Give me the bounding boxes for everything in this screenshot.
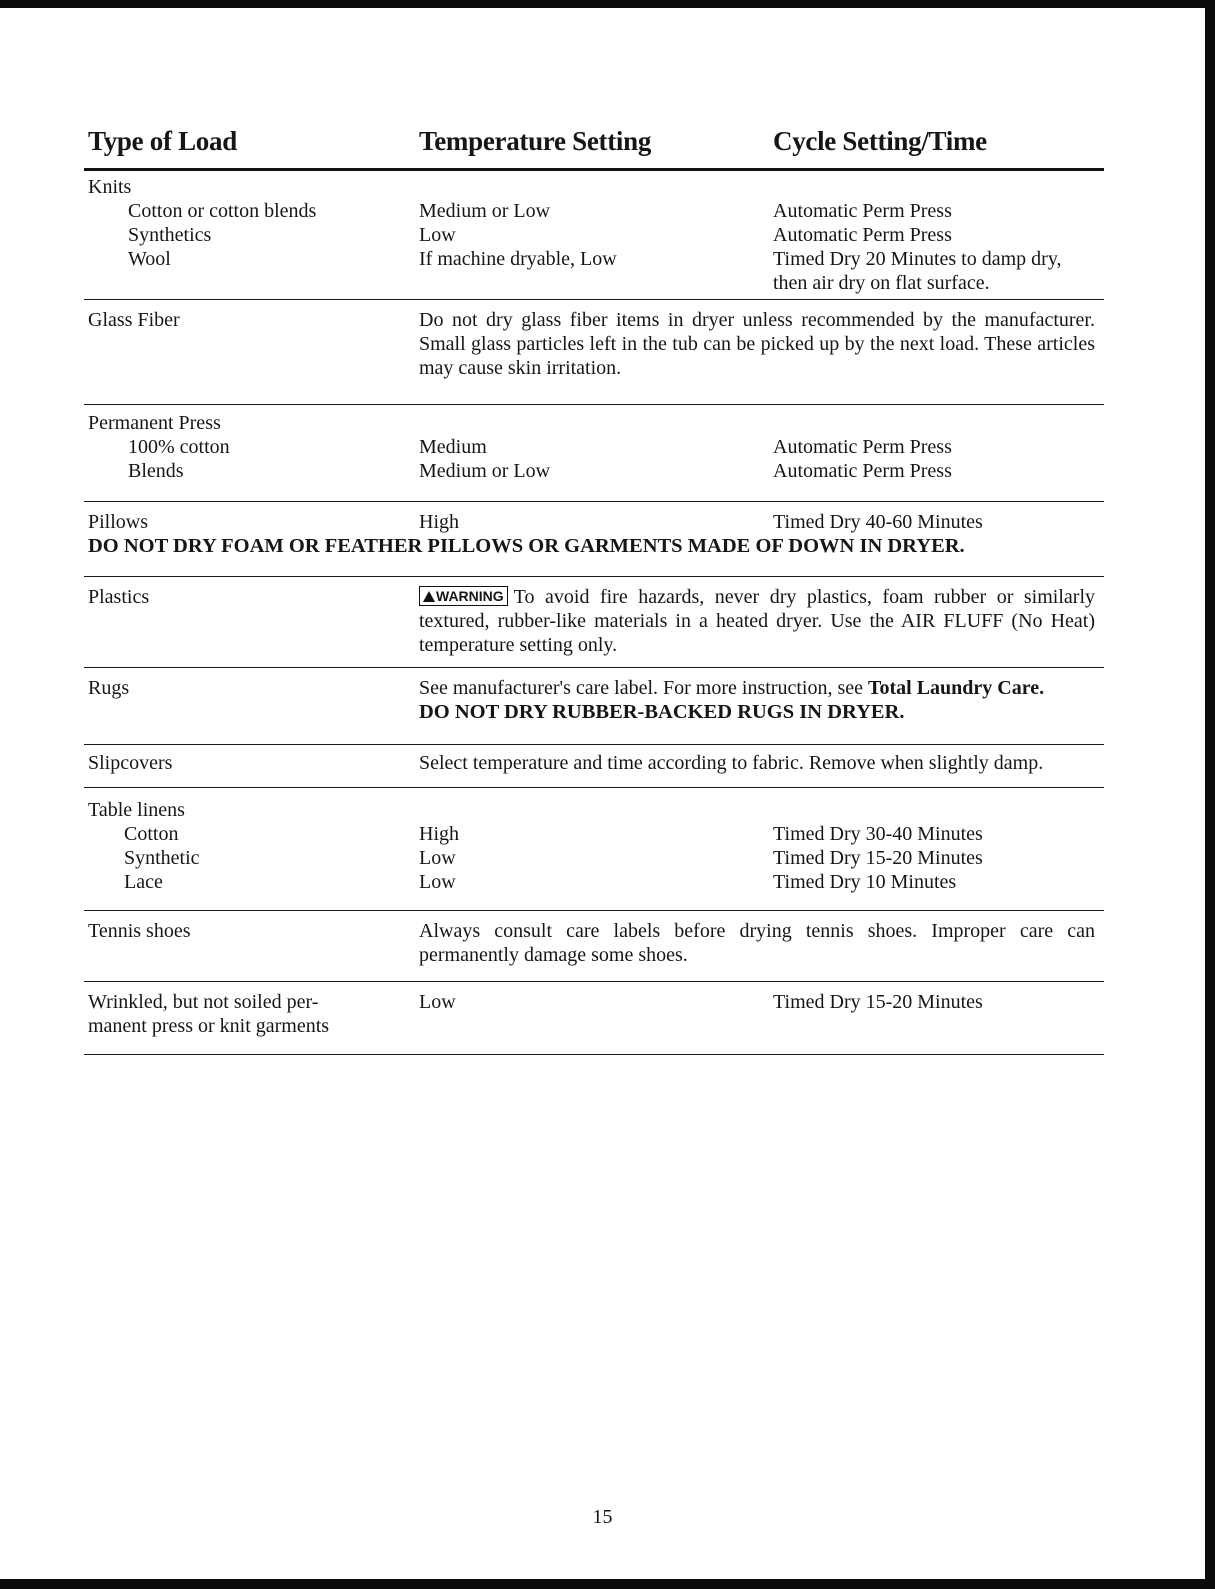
drying-guide-table: [84, 120, 1104, 1055]
table-header: [84, 120, 1104, 168]
temp-value: Low: [419, 871, 456, 893]
tennis-shoes-note: Always consult care labels before drying tennis shoes. Improper care can permanently damage some shoes.: [419, 920, 1095, 966]
table-row: [84, 870, 1104, 894]
table-row-continuation: [84, 271, 1104, 295]
header-type-of-load: Type of Load: [88, 126, 237, 156]
section-title: Table linens: [88, 799, 185, 821]
section-title: Tennis shoes: [88, 920, 191, 942]
temp-value: High: [419, 511, 459, 533]
load-item: Synthetics: [128, 224, 212, 246]
section-title: Glass Fiber: [88, 309, 180, 331]
section-title: Slipcovers: [88, 752, 173, 774]
load-item: Lace: [124, 871, 163, 893]
cycle-value: Timed Dry 10 Minutes: [773, 871, 957, 893]
section-title: Plastics: [88, 586, 150, 608]
section-title: Wrinkled, but not soiled per-: [88, 991, 319, 1013]
section-title: Rugs: [88, 677, 130, 699]
table-row: [84, 822, 1104, 846]
load-item: Wool: [128, 248, 171, 270]
section-slipcovers: [84, 745, 1104, 787]
load-item: 100% cotton: [128, 436, 230, 458]
section-rugs: [84, 668, 1104, 744]
table-row: [84, 990, 1104, 1014]
warning-badge: [419, 586, 508, 606]
section-title: Pillows: [88, 511, 149, 533]
temp-value: Low: [419, 224, 456, 246]
section-table-linens: [84, 788, 1104, 910]
table-row: [84, 435, 1104, 459]
page-number: 15: [592, 1506, 613, 1528]
table-bottom-rule: [84, 1054, 1104, 1055]
section-pillows: [84, 502, 1104, 576]
cycle-value: Automatic Perm Press: [773, 436, 952, 458]
cycle-value: then air dry on flat surface.: [773, 272, 990, 294]
table-row: [84, 247, 1104, 271]
temp-value: Medium or Low: [419, 200, 551, 222]
cycle-value: Automatic Perm Press: [773, 224, 952, 246]
cycle-value: Timed Dry 15-20 Minutes: [773, 991, 983, 1013]
cycle-value: Timed Dry 30-40 Minutes: [773, 823, 983, 845]
cycle-value: Automatic Perm Press: [773, 200, 952, 222]
section-permanent-press: [84, 405, 1104, 501]
section-tennis-shoes: [84, 911, 1104, 981]
header-temperature-setting: Temperature Setting: [419, 126, 652, 156]
rugs-note-reference: Total Laundry Care.: [867, 677, 1045, 699]
table-row: [84, 510, 1104, 534]
section-knits: [84, 171, 1104, 299]
load-item: Blends: [128, 460, 184, 482]
rugs-warning: DO NOT DRY RUBBER-BACKED RUGS IN DRYER.: [419, 701, 905, 723]
slipcovers-note: Select temperature and time according to fabric. Remove when slightly damp.: [419, 752, 1044, 774]
load-item: Cotton or cotton blends: [128, 200, 317, 222]
load-item: Cotton: [124, 823, 179, 845]
glass-fiber-note: Do not dry glass fiber items in dryer unless recommended by the manufacturer. Small glass particles left in the tub can be picked up by the next load. These articles may cause skin irritation.: [419, 309, 1095, 379]
temp-value: If machine dryable, Low: [419, 248, 617, 270]
temp-value: Medium or Low: [419, 460, 551, 482]
table-row: [84, 459, 1104, 483]
section-title: Permanent Press: [88, 412, 221, 434]
rugs-note: See manufacturer's care label. For more instruction, see: [419, 677, 868, 699]
section-title-continuation: manent press or knit garments: [88, 1015, 330, 1037]
table-row: [84, 199, 1104, 223]
section-plastics: [84, 577, 1104, 667]
cycle-value: Timed Dry 40-60 Minutes: [773, 511, 983, 533]
section-title: Knits: [88, 176, 132, 198]
cycle-value: Timed Dry 20 Minutes to damp dry,: [773, 248, 1062, 270]
cycle-value: Timed Dry 15-20 Minutes: [773, 847, 983, 869]
cycle-value: Automatic Perm Press: [773, 460, 952, 482]
load-item: Synthetic: [124, 847, 200, 869]
temp-value: Medium: [419, 436, 487, 458]
temp-value: Low: [419, 847, 456, 869]
section-wrinkled-garments: [84, 982, 1104, 1054]
temp-value: High: [419, 823, 459, 845]
plastics-note: To avoid fire hazards, never dry plastics, foam rubber or similarly textured, rubber-like materials in a heated dryer. Use the AIR FLUFF (No Heat) temperature setting only.: [419, 586, 1095, 656]
table-row: [84, 751, 1104, 775]
table-row: [84, 223, 1104, 247]
warning-badge-text: WARNING: [436, 588, 504, 604]
warning-triangle-icon: [423, 591, 435, 602]
temp-value: Low: [419, 991, 456, 1013]
section-glass-fiber: [84, 300, 1104, 404]
table-row: [84, 846, 1104, 870]
header-cycle-setting: Cycle Setting/Time: [773, 126, 987, 156]
pillows-warning: DO NOT DRY FOAM OR FEATHER PILLOWS OR GARMENTS MADE OF DOWN IN DRYER.: [88, 535, 965, 557]
